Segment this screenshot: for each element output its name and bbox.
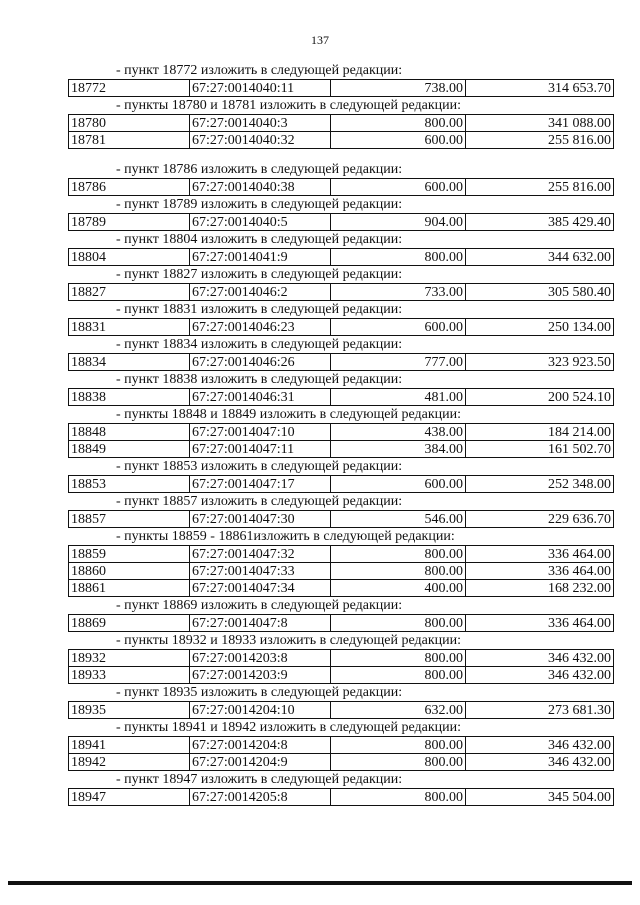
amendment-block [68,632,616,684]
cadastral-number-cell: 67:27:0014040:38 [190,179,331,196]
table-row [69,580,614,597]
cadastral-number-cell: 67:27:0014203:8 [190,650,331,667]
amendment-table [68,283,614,301]
amendment-table [68,545,614,597]
cadastral-number-cell: 67:27:0014040:3 [190,115,331,132]
area-cell: 800.00 [331,615,466,632]
value-cell: 168 232.00 [466,580,614,597]
amendment-heading: - пункт 18827 изложить в следующей редакции: [116,267,403,282]
table-row [69,476,614,493]
value-cell: 345 504.00 [466,789,614,806]
item-number-cell: 18857 [69,511,190,528]
area-cell: 800.00 [331,563,466,580]
amendment-block [68,161,616,196]
item-number-cell: 18942 [69,754,190,771]
value-cell: 346 432.00 [466,737,614,754]
amendment-heading: - пункты 18941 и 18942 изложить в следующей редакции: [116,720,462,735]
value-cell: 341 088.00 [466,115,614,132]
amendment-block [68,528,616,597]
item-number-cell: 18947 [69,789,190,806]
table-row [69,667,614,684]
cadastral-number-cell: 67:27:0014047:10 [190,424,331,441]
amendment-table [68,423,614,458]
amendment-list [68,62,616,806]
value-cell: 346 432.00 [466,650,614,667]
area-cell: 800.00 [331,650,466,667]
cadastral-number-cell: 67:27:0014047:11 [190,441,331,458]
amendment-block [68,771,616,806]
value-cell: 255 816.00 [466,179,614,196]
amendment-block [68,371,616,406]
item-number-cell: 18780 [69,115,190,132]
amendment-block [68,719,616,771]
table-row [69,249,614,266]
table-row [69,546,614,563]
value-cell: 184 214.00 [466,424,614,441]
amendment-table [68,736,614,771]
amendment-block [68,493,616,528]
amendment-table [68,79,614,97]
area-cell: 438.00 [331,424,466,441]
item-number-cell: 18838 [69,389,190,406]
item-number-cell: 18827 [69,284,190,301]
value-cell: 346 432.00 [466,667,614,684]
amendment-table [68,475,614,493]
bottom-rule [8,881,632,885]
cadastral-number-cell: 67:27:0014046:23 [190,319,331,336]
table-row [69,511,614,528]
amendment-table [68,510,614,528]
table-row [69,650,614,667]
item-number-cell: 18932 [69,650,190,667]
table-row [69,214,614,231]
amendment-block [68,97,616,149]
amendment-table [68,213,614,231]
cadastral-number-cell: 67:27:0014204:9 [190,754,331,771]
item-number-cell: 18860 [69,563,190,580]
amendment-table [68,788,614,806]
value-cell: 252 348.00 [466,476,614,493]
area-cell: 800.00 [331,249,466,266]
item-number-cell: 18834 [69,354,190,371]
area-cell: 481.00 [331,389,466,406]
amendment-heading: - пункты 18780 и 18781 изложить в следующей редакции: [116,98,462,113]
amendment-table [68,353,614,371]
item-number-cell: 18859 [69,546,190,563]
item-number-cell: 18849 [69,441,190,458]
value-cell: 273 681.30 [466,702,614,719]
amendment-heading: - пункт 18853 изложить в следующей редакции: [116,459,403,474]
area-cell: 800.00 [331,789,466,806]
cadastral-number-cell: 67:27:0014047:33 [190,563,331,580]
table-row [69,702,614,719]
cadastral-number-cell: 67:27:0014040:5 [190,214,331,231]
area-cell: 800.00 [331,754,466,771]
cadastral-number-cell: 67:27:0014204:8 [190,737,331,754]
area-cell: 800.00 [331,667,466,684]
amendment-table [68,248,614,266]
item-number-cell: 18941 [69,737,190,754]
area-cell: 600.00 [331,132,466,149]
amendment-table [68,614,614,632]
item-number-cell: 18804 [69,249,190,266]
amendment-table [68,701,614,719]
table-row [69,754,614,771]
cadastral-number-cell: 67:27:0014040:32 [190,132,331,149]
area-cell: 800.00 [331,737,466,754]
amendment-block [68,406,616,458]
amendment-block [68,231,616,266]
value-cell: 385 429.40 [466,214,614,231]
item-number-cell: 18831 [69,319,190,336]
cadastral-number-cell: 67:27:0014046:26 [190,354,331,371]
cadastral-number-cell: 67:27:0014204:10 [190,702,331,719]
cadastral-number-cell: 67:27:0014046:31 [190,389,331,406]
item-number-cell: 18786 [69,179,190,196]
cadastral-number-cell: 67:27:0014205:8 [190,789,331,806]
amendment-heading: - пункт 18838 изложить в следующей редакции: [116,372,403,387]
table-row [69,615,614,632]
value-cell: 314 653.70 [466,80,614,97]
amendment-table [68,178,614,196]
item-number-cell: 18853 [69,476,190,493]
area-cell: 600.00 [331,319,466,336]
area-cell: 800.00 [331,115,466,132]
value-cell: 336 464.00 [466,563,614,580]
area-cell: 546.00 [331,511,466,528]
area-cell: 600.00 [331,476,466,493]
item-number-cell: 18861 [69,580,190,597]
amendment-block [68,458,616,493]
amendment-table [68,649,614,684]
item-number-cell: 18869 [69,615,190,632]
amendment-block [68,336,616,371]
area-cell: 400.00 [331,580,466,597]
value-cell: 323 923.50 [466,354,614,371]
amendment-table [68,318,614,336]
amendment-heading: - пункты 18848 и 18849 изложить в следующей редакции: [116,407,462,422]
cadastral-number-cell: 67:27:0014047:17 [190,476,331,493]
area-cell: 733.00 [331,284,466,301]
area-cell: 632.00 [331,702,466,719]
value-cell: 336 464.00 [466,615,614,632]
value-cell: 305 580.40 [466,284,614,301]
item-number-cell: 18935 [69,702,190,719]
amendment-heading: - пункт 18857 изложить в следующей редакции: [116,494,403,509]
item-number-cell: 18781 [69,132,190,149]
amendment-heading: - пункт 18935 изложить в следующей редакции: [116,685,403,700]
item-number-cell: 18772 [69,80,190,97]
cadastral-number-cell: 67:27:0014047:34 [190,580,331,597]
area-cell: 904.00 [331,214,466,231]
value-cell: 344 632.00 [466,249,614,266]
amendment-heading: - пункт 18772 изложить в следующей редакции: [116,63,403,78]
table-row [69,319,614,336]
table-row [69,115,614,132]
amendment-block [68,301,616,336]
table-row [69,441,614,458]
table-row [69,284,614,301]
item-number-cell: 18789 [69,214,190,231]
table-row [69,389,614,406]
table-row [69,737,614,754]
amendment-block [68,597,616,632]
value-cell: 336 464.00 [466,546,614,563]
cadastral-number-cell: 67:27:0014203:9 [190,667,331,684]
value-cell: 161 502.70 [466,441,614,458]
value-cell: 250 134.00 [466,319,614,336]
area-cell: 384.00 [331,441,466,458]
value-cell: 229 636.70 [466,511,614,528]
page-number: 137 [311,33,329,47]
amendment-block [68,196,616,231]
value-cell: 200 524.10 [466,389,614,406]
item-number-cell: 18933 [69,667,190,684]
amendment-heading: - пункты 18859 - 18861изложить в следующей редакции: [116,529,455,544]
area-cell: 600.00 [331,179,466,196]
table-row [69,424,614,441]
table-row [69,179,614,196]
cadastral-number-cell: 67:27:0014047:30 [190,511,331,528]
amendment-heading: - пункт 18789 изложить в следующей редакции: [116,197,403,212]
table-row [69,789,614,806]
amendment-heading: - пункт 18786 изложить в следующей редакции: [116,162,403,177]
amendment-table [68,114,614,149]
cadastral-number-cell: 67:27:0014040:11 [190,80,331,97]
area-cell: 777.00 [331,354,466,371]
amendment-heading: - пункт 18804 изложить в следующей редакции: [116,232,403,247]
value-cell: 346 432.00 [466,754,614,771]
amendment-block [68,62,616,97]
table-row [69,80,614,97]
table-row [69,132,614,149]
amendment-heading: - пункт 18831 изложить в следующей редакции: [116,302,403,317]
item-number-cell: 18848 [69,424,190,441]
cadastral-number-cell: 67:27:0014047:8 [190,615,331,632]
value-cell: 255 816.00 [466,132,614,149]
cadastral-number-cell: 67:27:0014041:9 [190,249,331,266]
cadastral-number-cell: 67:27:0014046:2 [190,284,331,301]
amendment-heading: - пункт 18834 изложить в следующей редакции: [116,337,403,352]
amendment-table [68,388,614,406]
table-row [69,563,614,580]
amendment-heading: - пункт 18869 изложить в следующей редакции: [116,598,403,613]
area-cell: 738.00 [331,80,466,97]
table-row [69,354,614,371]
amendment-heading: - пункты 18932 и 18933 изложить в следующей редакции: [116,633,462,648]
cadastral-number-cell: 67:27:0014047:32 [190,546,331,563]
amendment-heading: - пункт 18947 изложить в следующей редакции: [116,772,403,787]
amendment-block [68,684,616,719]
area-cell: 800.00 [331,546,466,563]
amendment-block [68,266,616,301]
